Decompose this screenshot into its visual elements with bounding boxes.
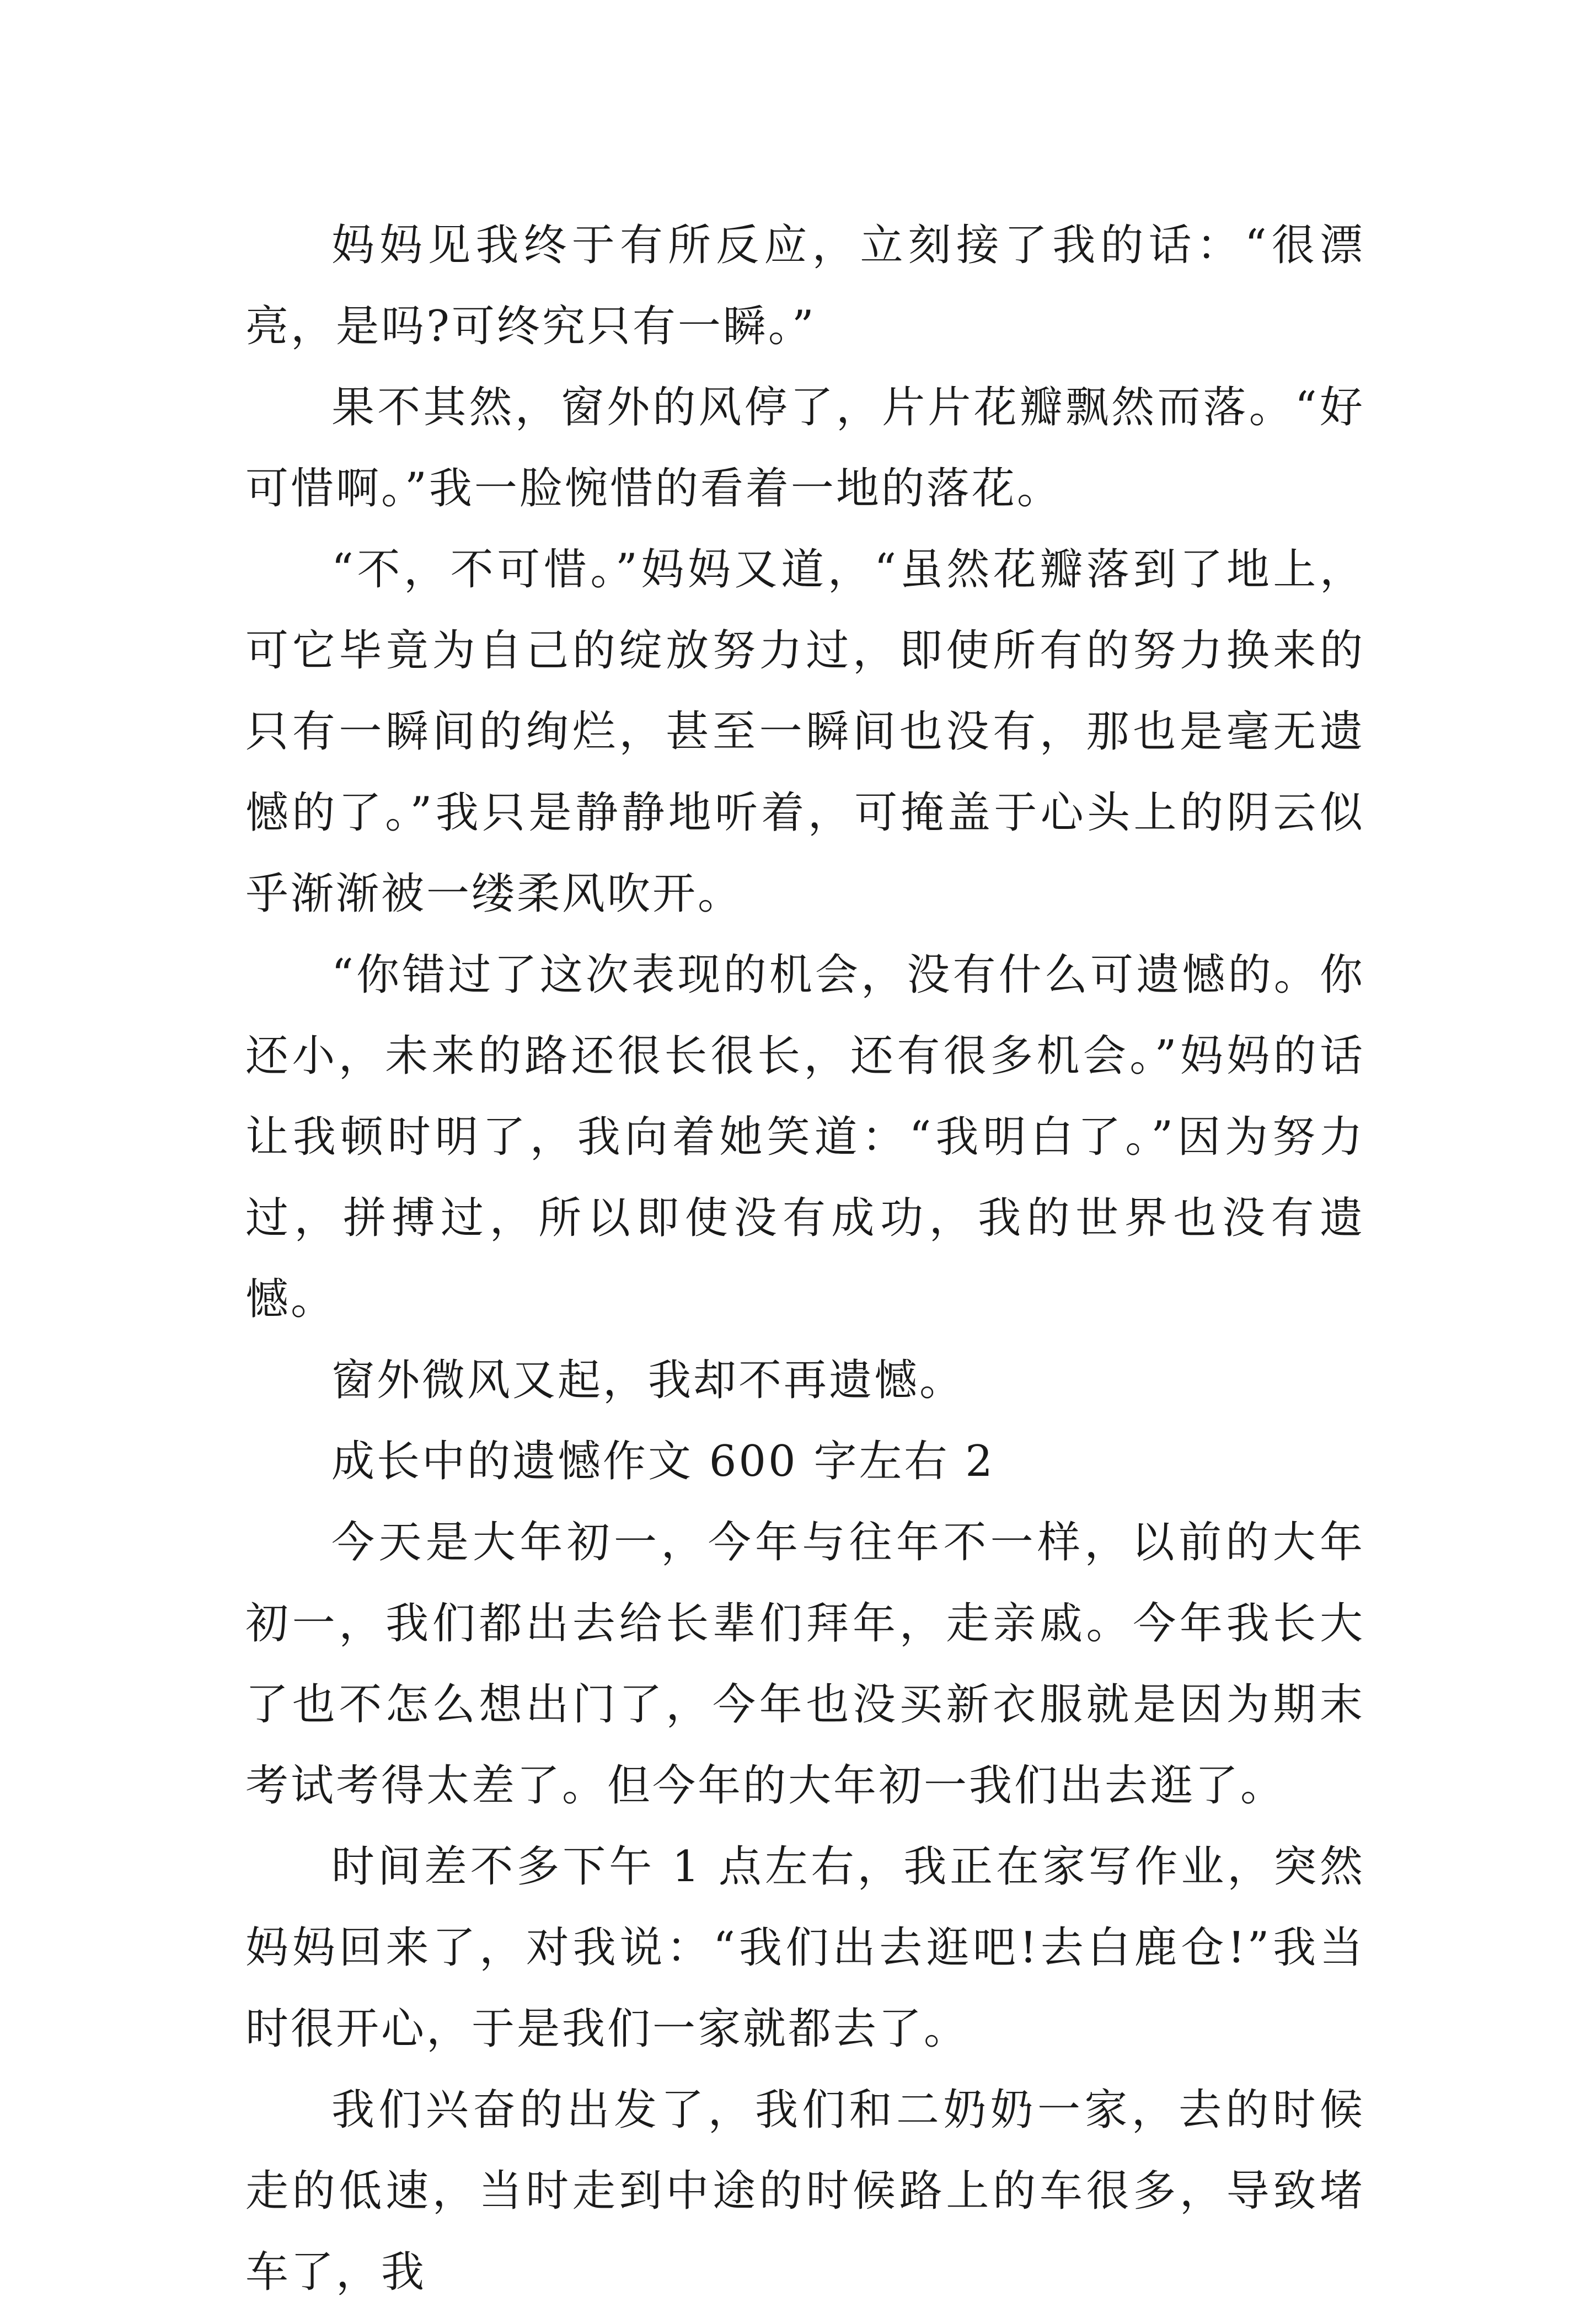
paragraph: “你错过了这次表现的机会，没有什么可遗憾的。你还小，未来的路还很长很长，还有很多机会。”妈妈的话让我顿时明了，我向着她笑道：“我明白了。”因为努力过，拼搏过，所以即使没有成功，我的世界也没有遗憾。 [245, 950, 1365, 1324]
document-body [245, 205, 1365, 2313]
paragraph: 时间差不多下午 1 点左右，我正在家写作业，突然妈妈回来了，对我说：“我们出去逛吧!去白鹿仓!”我当时很开心，于是我们一家就都去了。 [245, 1842, 1365, 2054]
paragraph: 今天是大年初一，今年与往年不一样，以前的大年初一，我们都出去给长辈们拜年，走亲戚。今年我长大了也不怎么想出门了，今年也没买新衣服就是因为期末考试考得太差了。但今年的大年初一我们出去逛了。 [245, 1518, 1365, 1811]
paragraph: 窗外微风又起，我却不再遗憾。 [331, 1356, 965, 1405]
paragraph: 果不其然，窗外的风停了，片片花瓣飘然而落。“好可惜啊。”我一脸惋惜的看着一地的落花。 [245, 383, 1365, 513]
paragraph: 妈妈见我终于有所反应，立刻接了我的话：“很漂亮，是吗?可终究只有一瞬。” [245, 221, 1365, 351]
section-title: 成长中的遗憾作文 600 字左右 2 [331, 1437, 995, 1486]
paragraph: “不，不可惜。”妈妈又道，“虽然花瓣落到了地上，可它毕竟为自己的绽放努力过，即使所有的努力换来的只有一瞬间的绚烂，甚至一瞬间也没有，那也是毫无遗憾的了。”我只是静静地听着，可掩盖于心头上的阴云似乎渐渐被一缕柔风吹开。 [245, 545, 1365, 919]
paragraph: 我们兴奋的出发了，我们和二奶奶一家，去的时候走的低速，当时走到中途的时候路上的车很多，导致堵车了，我 [245, 2085, 1365, 2297]
